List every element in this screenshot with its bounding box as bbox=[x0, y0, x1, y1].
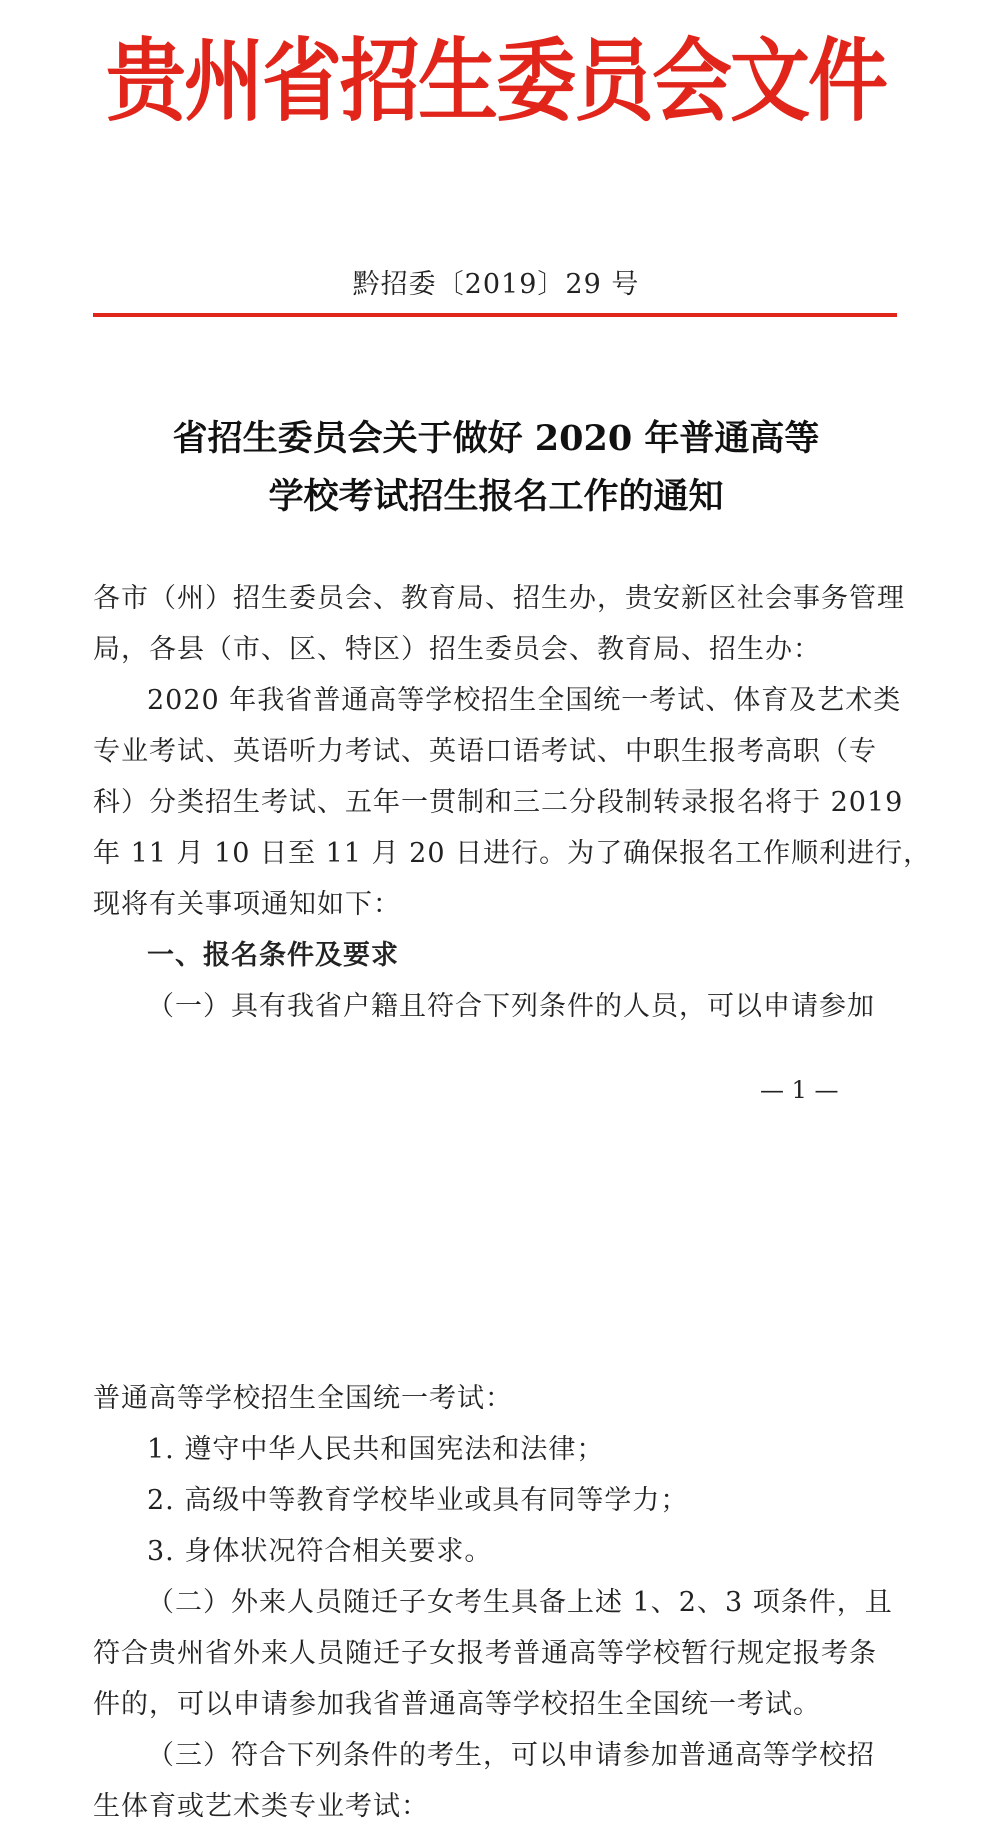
notice-title bbox=[0, 410, 992, 526]
body-line: 件的，可以申请参加我省普通高等学校招生全国统一考试。 bbox=[93, 1689, 821, 1720]
body-line: 局，各县（市、区、特区）招生委员会、教育局、招生办： bbox=[93, 634, 821, 665]
document-number: 黔招委〔2019〕29 号 bbox=[352, 269, 640, 300]
notice-title-line-1: 省招生委员会关于做好 2020 年普通高等 bbox=[172, 418, 820, 459]
body-line: 科）分类招生考试、五年一贯制和三二分段制转录报名将于 2019 bbox=[93, 787, 904, 818]
list-item: 1. 遵守中华人民共和国宪法和法律； bbox=[147, 1434, 605, 1465]
page-number: — 1 — bbox=[760, 1076, 839, 1104]
body-line: （一）具有我省户籍且符合下列条件的人员，可以申请参加 bbox=[147, 991, 875, 1022]
body-line: （二）外来人员随迁子女考生具备上述 1、2、3 项条件，且 bbox=[147, 1587, 893, 1618]
body-line: 符合贵州省外来人员随迁子女报考普通高等学校暂行规定报考条 bbox=[93, 1638, 877, 1669]
body-line: 2020 年我省普通高等学校招生全国统一考试、体育及艺术类 bbox=[147, 685, 902, 716]
page-2-body bbox=[93, 1373, 903, 1832]
body-line: 专业考试、英语听力考试、英语口语考试、中职生报考高职（专 bbox=[93, 736, 877, 767]
body-line: （三）符合下列条件的考生，可以申请参加普通高等学校招 bbox=[147, 1740, 875, 1771]
list-item: 3. 身体状况符合相关要求。 bbox=[147, 1536, 493, 1567]
body-line: 各市（州）招生委员会、教育局、招生办，贵安新区社会事务管理 bbox=[93, 583, 905, 614]
section-heading: 一、报名条件及要求 bbox=[147, 940, 399, 971]
body-line: 年 11 月 10 日至 11 月 20 日进行。为了确保报名工作顺利进行， bbox=[93, 838, 932, 869]
body-line: 现将有关事项通知如下： bbox=[93, 889, 401, 920]
notice-title-line-2: 学校考试招生报名工作的通知 bbox=[268, 476, 724, 517]
list-item: 2. 高级中等教育学校毕业或具有同等学力； bbox=[147, 1485, 689, 1516]
body-line: 生体育或艺术类专业考试： bbox=[93, 1791, 429, 1822]
body-line: 普通高等学校招生全国统一考试： bbox=[93, 1383, 513, 1414]
red-divider-line bbox=[93, 313, 897, 317]
page-1-body bbox=[93, 573, 932, 1032]
masthead-title: 贵州省招生委员会文件 bbox=[106, 28, 886, 134]
